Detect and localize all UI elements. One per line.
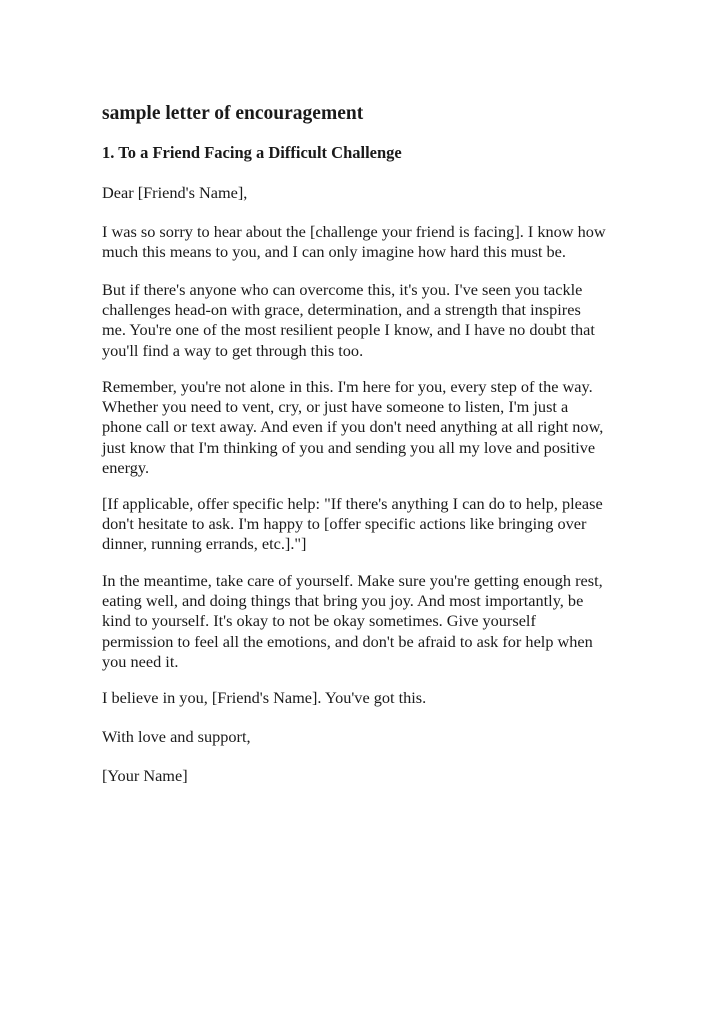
paragraph-line: eating well, and doing things that bring you joy. And most importantly, be [102, 591, 584, 611]
section-heading: 1. To a Friend Facing a Difficult Challenge [102, 143, 402, 162]
paragraph-line: [If applicable, offer specific help: "If there's anything I can do to help, please [102, 494, 603, 513]
paragraph-line: Whether you need to vent, cry, or just have someone to listen, I'm just a [102, 397, 569, 417]
signature: [Your Name] [102, 766, 188, 785]
salutation: Dear [Friend's Name], [102, 183, 248, 202]
paragraph-5 [102, 571, 642, 672]
paragraph-line: energy. [102, 457, 150, 477]
paragraph-line: I was so sorry to hear about the [challenge your friend is facing]. I know how [102, 222, 606, 241]
paragraph-line: Remember, you're not alone in this. I'm here for you, every step of the way. [102, 377, 593, 396]
paragraph-line: dinner, running errands, etc.]."] [102, 534, 307, 554]
closing-statement: I believe in you, [Friend's Name]. You've got this. [102, 688, 427, 707]
paragraph-3 [102, 377, 642, 478]
paragraph-line: me. You're one of the most resilient people I know, and I have no doubt that [102, 320, 595, 340]
paragraph-line: In the meantime, take care of yourself. Make sure you're getting enough rest, [102, 571, 603, 590]
paragraph-line: But if there's anyone who can overcome this, it's you. I've seen you tackle [102, 280, 583, 299]
paragraph-line: much this means to you, and I can only imagine how hard this must be. [102, 242, 566, 262]
paragraph-2 [102, 280, 642, 361]
paragraph-line: challenges head-on with grace, determination, and a strength that inspires [102, 300, 581, 320]
document-title: sample letter of encouragement [102, 103, 364, 124]
paragraph-line: you need it. [102, 651, 179, 671]
paragraph-line: kind to yourself. It's okay to not be okay sometimes. Give yourself [102, 611, 536, 631]
paragraph-line: don't hesitate to ask. I'm happy to [offer specific actions like bringing over [102, 514, 587, 534]
paragraph-line: phone call or text away. And even if you don't need anything at all right now, [102, 417, 604, 437]
paragraph-4 [102, 494, 642, 555]
paragraph-1 [102, 222, 642, 262]
paragraph-line: permission to feel all the emotions, and don't be afraid to ask for help when [102, 631, 593, 651]
paragraph-line: just know that I'm thinking of you and sending you all my love and positive [102, 437, 596, 457]
paragraph-line: you'll find a way to get through this too. [102, 340, 364, 360]
sign-off: With love and support, [102, 727, 251, 746]
